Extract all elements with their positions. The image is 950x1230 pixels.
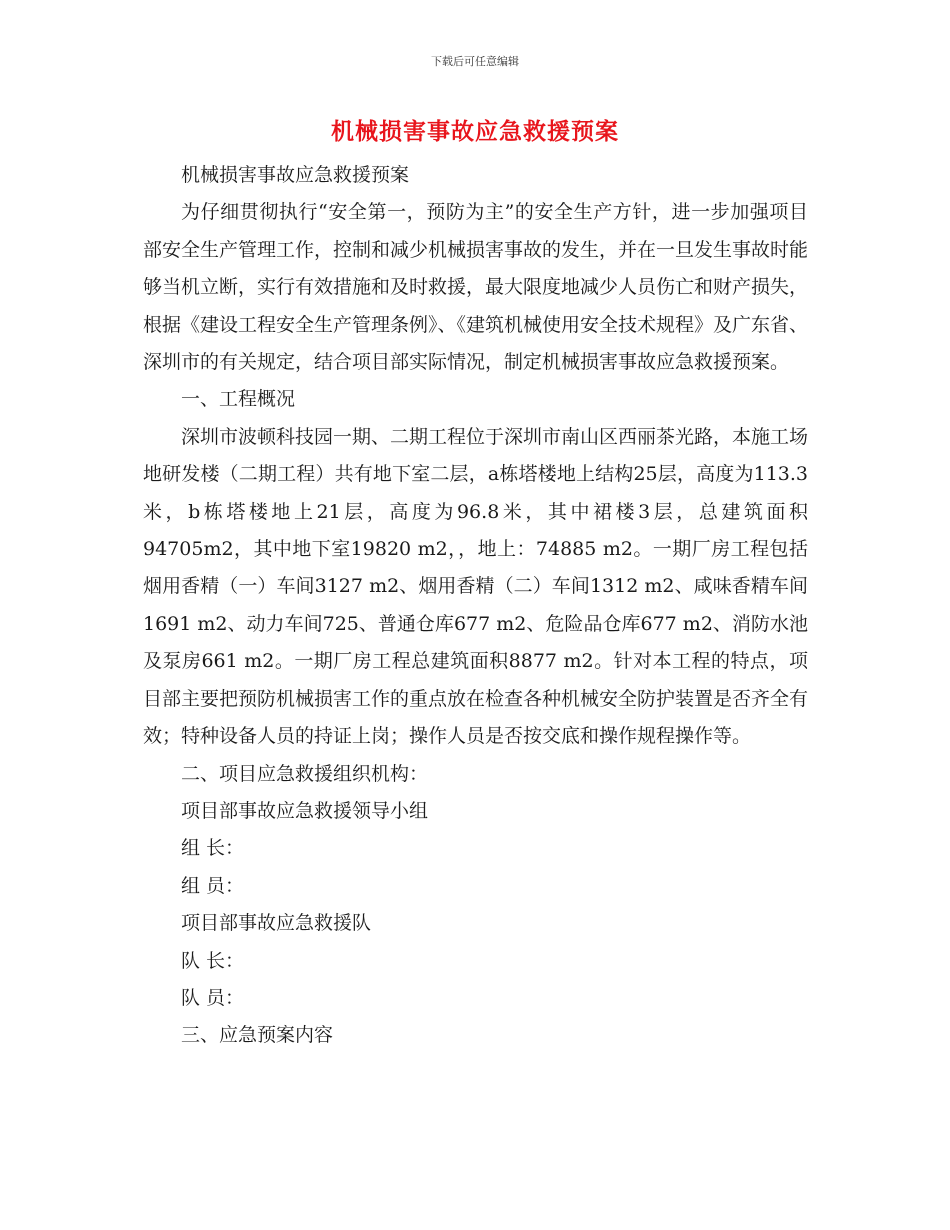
document-body: [143, 157, 808, 1055]
group-leader-label: 组 长：: [181, 837, 245, 860]
group-member-label: 组 员：: [181, 874, 245, 897]
team-leader-label: 队 长：: [181, 949, 245, 972]
paragraph-subtitle: 机械损害事故应急救援预案: [181, 164, 410, 186]
paragraph-intro: 为仔细贯彻执行“安全第一，预防为主”的安全生产方针，进一步加强项目部安全生产管理工作，控制和减少机械损害事故的发生，并在一旦发生事故时能够当机立断，实行有效措施和及时救援，最大限度地减少人员伤亡和财产损失，根据《建设工程安全生产管理条例》、《建筑机械使用安全技术规程》及广东省、深圳市的有关规定，结合项目部实际情况，制定机械损害事故应急救援预案。: [143, 201, 809, 374]
team-member-label: 队 员：: [181, 986, 245, 1009]
section-heading-3: 三、应急预案内容: [181, 1024, 334, 1047]
section-heading-2: 二、项目应急救援组织机构：: [181, 762, 429, 785]
paragraph-project-overview: 深圳市波顿科技园一期、二期工程位于深圳市南山区西丽茶光路，本施工场地研发楼（二期工程）共有地下室二层，a栋塔楼地上结构25层，高度为113.3米，b栋塔楼地上21层，高度为96.8米，其中裙楼3层，总建筑面积94705m2，其中地下室19820 m2，，地上：74885 m2。一期厂房工程包括烟用香精（一）车间3127 m2、烟用香精（二）车间1312 m2、咸味香精车间1691 m2、动力车间725、普通仓库677 m2、危险品仓库677 m2、消防水池及泵房661 m2。一期厂房工程总建筑面积8877 m2。针对本工程的特点，项目部主要把预防机械损害工作的重点放在检查各种机械安全防护装置是否齐全有效；特种设备人员的持证上岗；操作人员是否按交底和操作规程操作等。: [143, 425, 809, 748]
document-title: 机械损害事故应急救援预案: [331, 119, 619, 145]
page-header-note: 下载后可任意编辑: [431, 55, 519, 68]
rescue-team-label: 项目部事故应急救援队: [181, 912, 372, 935]
section-heading-1: 一、工程概况: [181, 388, 296, 411]
leadership-group-label: 项目部事故应急救援领导小组: [181, 799, 429, 822]
